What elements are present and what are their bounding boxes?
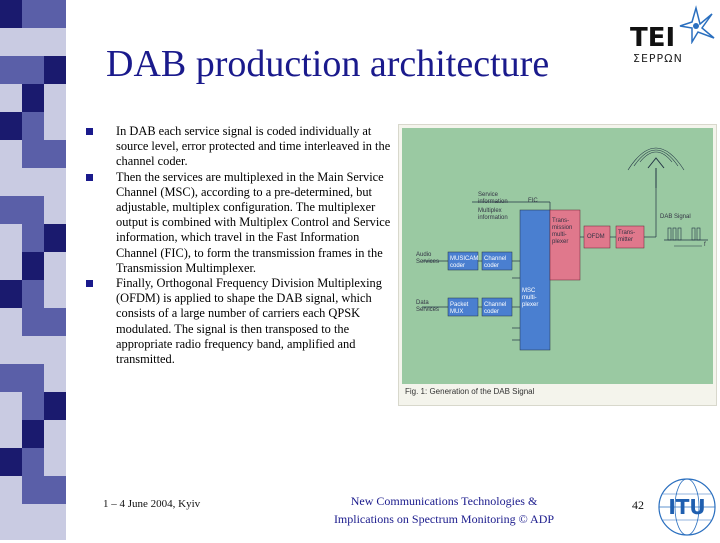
msc-mux-box bbox=[520, 210, 550, 350]
decorative-stripe bbox=[0, 0, 66, 540]
slide-title: DAB production architecture bbox=[106, 43, 550, 85]
bullet-square-icon bbox=[86, 128, 93, 135]
fic-label: FIC bbox=[528, 198, 538, 204]
ofdm-label: OFDM bbox=[587, 234, 605, 240]
footer-date: 1 – 4 June 2004, Kyiv bbox=[103, 498, 201, 510]
tei-logo-text: TEI bbox=[630, 23, 676, 50]
data-services-label: Data Services bbox=[416, 300, 440, 313]
audio-channel-label: Channel coder bbox=[484, 256, 507, 269]
bullet-text: In DAB each service signal is coded individually at source level, error protected and time interleaved in the channel coder. bbox=[116, 124, 391, 169]
footer-line-1: New Communications Technologies & bbox=[350, 494, 538, 508]
data-channel-label: Channel coder bbox=[484, 302, 507, 315]
page-number: 42 bbox=[632, 498, 644, 512]
dab-signal-label: DAB Signal bbox=[660, 214, 691, 220]
itu-logo-text: ITU bbox=[668, 495, 706, 519]
diagram-background bbox=[402, 128, 713, 384]
dab-diagram-figure bbox=[398, 124, 717, 406]
msc-mux-label: MSC multi-plexer bbox=[522, 288, 539, 308]
footer-line-2: Implications on Spectrum Monitoring © ADP bbox=[333, 512, 555, 526]
bullet-list bbox=[86, 124, 394, 367]
trans-mux-label: Trans-mission multi-plexer bbox=[552, 218, 573, 245]
bullet-text: Finally, Orthogonal Frequency Division Multiplexing (OFDM) is applied to shape the DAB signal, which consists of a large number of carriers each QPSK modulated. The signal is then transposed to the appropriate radio frequency band, amplified and transmitted. bbox=[116, 276, 382, 367]
audio-coder-label: MUSICAM coder bbox=[450, 256, 479, 269]
bullet-item bbox=[86, 276, 394, 367]
figure-caption: Fig. 1: Generation of the DAB Signal bbox=[405, 387, 535, 396]
audio-services-label: Audio Services bbox=[416, 252, 440, 265]
antenna-icon bbox=[648, 158, 664, 168]
itu-logo bbox=[656, 476, 718, 538]
data-coder-label: Packet MUX bbox=[450, 302, 469, 315]
footer-title bbox=[296, 492, 592, 528]
bullet-square-icon bbox=[86, 174, 93, 181]
service-info-label: Service information bbox=[478, 192, 508, 205]
transmitter-label: Trans-mitter bbox=[618, 230, 636, 243]
bullet-text: Then the services are multiplexed in the Main Service Channel (MSC), according to a pre-determined, but adjustable, multiplex configuration. The multiplexer output is combined with Multiplex Control and Service information, which travel in the Fast Information Channel (FIC), to form the transmission frames in the Transmission Multimplexer. bbox=[116, 169, 391, 275]
institution-name: ΣΕΡΡΩΝ bbox=[633, 52, 683, 65]
bullet-square-icon bbox=[86, 280, 93, 287]
bullet-item bbox=[86, 124, 394, 170]
multiplex-info-label: Multiplex information bbox=[478, 208, 508, 221]
frequency-axis-label: f bbox=[704, 242, 706, 248]
logo-star-icon bbox=[676, 4, 716, 44]
bullet-item bbox=[86, 170, 394, 276]
